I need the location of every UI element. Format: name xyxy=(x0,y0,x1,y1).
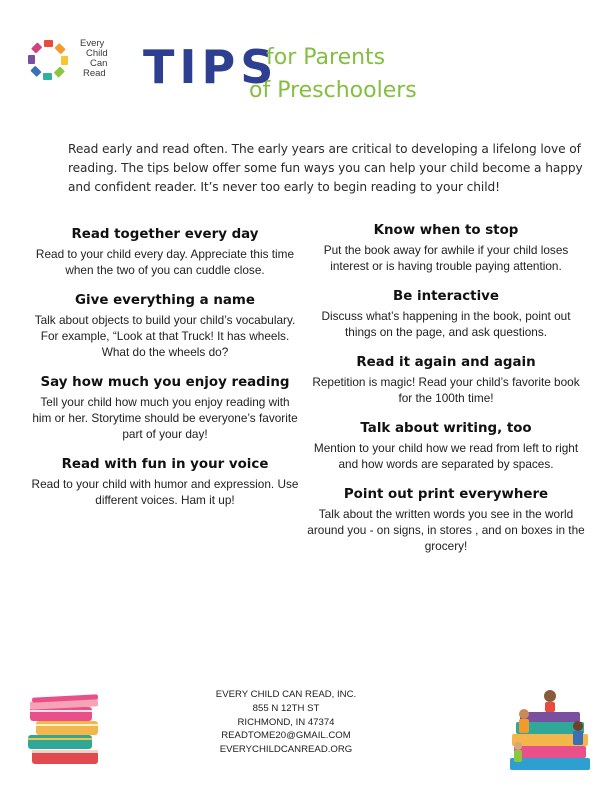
tip-body: Discuss what’s happening in the book, point out things on the page, and ask questions. xyxy=(321,309,571,339)
tip-title: Read together every day xyxy=(71,227,259,242)
org-name: EVERY CHILD CAN READ, INC. xyxy=(215,689,357,700)
tip-body: Repetition is magic! Read your child’s favorite book for the 100th time! xyxy=(312,375,580,405)
tips-left-column xyxy=(30,226,300,522)
tip-body: Mention to your child how we read from left to right and how words are separated by spaces. xyxy=(313,441,579,471)
tip-item xyxy=(307,486,585,554)
tip-title: Read it again and again xyxy=(356,355,536,370)
logo-line: Child xyxy=(86,48,108,59)
tips-right-column xyxy=(307,222,585,568)
tip-title: Point out print everywhere xyxy=(343,487,549,502)
tip-item xyxy=(307,354,585,406)
logo-line: Every xyxy=(80,38,105,49)
logo-line: Can xyxy=(90,58,108,69)
address-city: RICHMOND, IN 47374 xyxy=(237,716,335,728)
book-ring-logo-icon xyxy=(24,34,80,90)
contact-email: READTOME20@GMAIL.COM xyxy=(221,730,351,742)
intro-paragraph: Read early and read often. The early years are critical to developing a lifelong love of reading. The tips below offer some fun ways you can help your child become a happy and confident reader. It’s never too early to begin reading to your child! xyxy=(68,142,583,194)
page-subtitle-line1: for Parents xyxy=(266,45,386,70)
tip-body: Talk about objects to build your child’s vocabulary. For example, “Look at that Truck! It has wheels. What do the wheels do? xyxy=(34,313,296,359)
organization-logo xyxy=(24,34,114,90)
tip-title: Say how much you enjoy reading xyxy=(40,375,290,390)
tip-title: Read with fun in your voice xyxy=(61,457,269,472)
book-stack-icon xyxy=(26,688,104,774)
page-subtitle-line2: of Preschoolers xyxy=(249,78,417,103)
logo-text xyxy=(80,39,108,79)
tip-item xyxy=(307,288,585,340)
tip-item xyxy=(30,456,300,508)
tip-item xyxy=(307,222,585,274)
tip-body: Put the book away for awhile if your child loses interest or is having trouble paying attention. xyxy=(323,243,569,273)
tip-title: Know when to stop xyxy=(373,223,519,238)
tip-body: Tell your child how much you enjoy reading with him or her. Storytime should be everyone’s favorite part of your day! xyxy=(32,395,298,441)
tip-body: Read to your child with humor and expression. Use different voices. Ham it up! xyxy=(31,477,299,507)
contact-footer xyxy=(186,688,386,757)
tip-title: Be interactive xyxy=(393,289,499,304)
tip-title: Talk about writing, too xyxy=(360,421,532,436)
tip-item xyxy=(30,292,300,360)
tip-item xyxy=(30,374,300,442)
tip-title: Give everything a name xyxy=(75,293,255,308)
address-street: 855 N 12TH ST xyxy=(252,702,320,714)
tip-item xyxy=(30,226,300,278)
tip-body: Talk about the written words you see in the world around you - on signs, in stores , and on boxes in the grocery! xyxy=(307,507,585,553)
tip-body: Read to your child every day. Appreciate this time when the two of you can cuddle close. xyxy=(35,247,295,277)
kids-reading-illustration-icon xyxy=(502,680,598,780)
page-title: TIPS xyxy=(143,40,279,94)
logo-line: Read xyxy=(83,68,106,79)
website-link: EVERYCHILDCANREAD.ORG xyxy=(219,744,353,756)
tip-item xyxy=(307,420,585,472)
